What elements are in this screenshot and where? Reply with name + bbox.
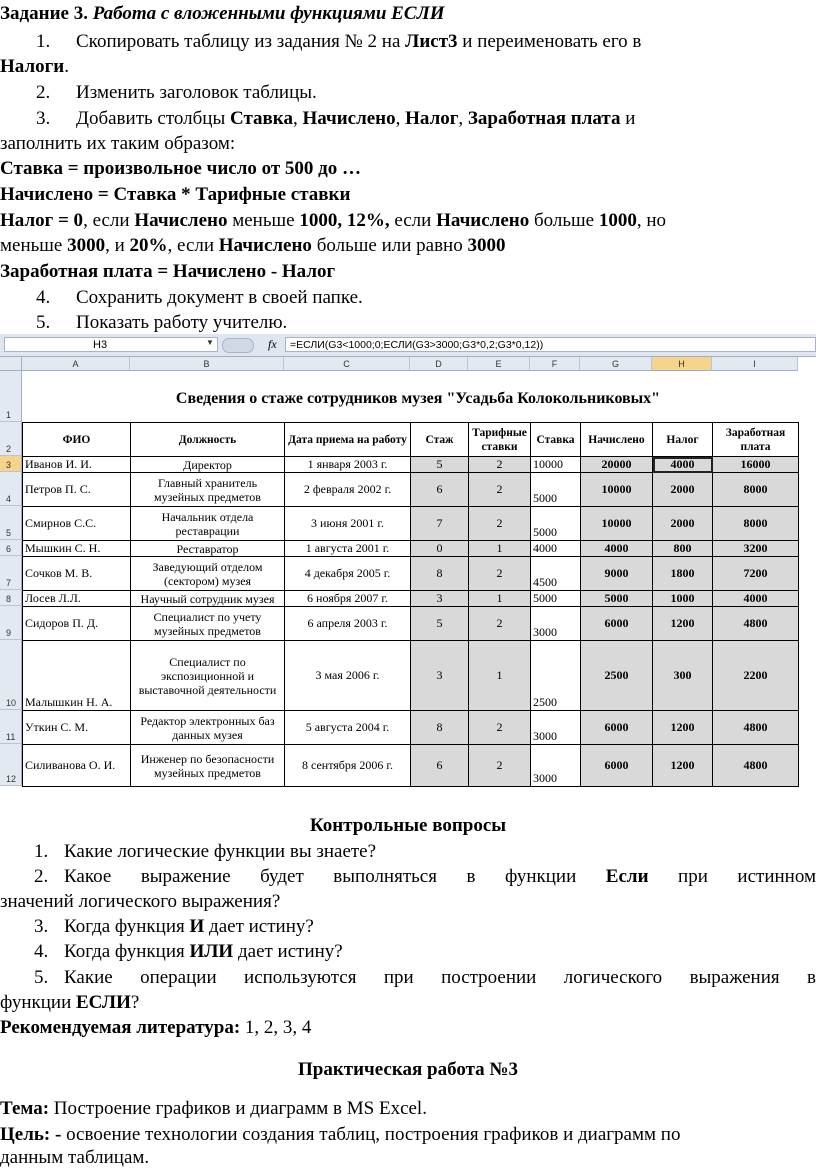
- table-row: [23, 641, 799, 711]
- data-table: [22, 422, 799, 787]
- row-number: 4: [6, 494, 12, 504]
- cell-position[interactable]: Научный сотрудник музея: [131, 591, 285, 607]
- column-header-f[interactable]: F: [530, 357, 580, 371]
- column-title[interactable]: Заработная плата: [713, 423, 799, 457]
- cell-tax[interactable]: 800: [653, 541, 713, 557]
- cell-position[interactable]: Реставратор: [131, 541, 285, 557]
- cell-tax[interactable]: 2000: [653, 473, 713, 507]
- cell-salary[interactable]: 8000: [713, 507, 799, 541]
- step-3: 3. Добавить столбцы Ставка, Начислено, Налог, Заработная плата и: [36, 108, 636, 129]
- row-number: 10: [6, 698, 17, 708]
- row-header-9[interactable]: [0, 606, 22, 640]
- cell-tarif[interactable]: 2: [469, 557, 531, 591]
- cell-fio[interactable]: Уткин С. М.: [23, 711, 131, 745]
- cell-tax[interactable]: 4000: [653, 457, 713, 473]
- cell-salary[interactable]: 4800: [713, 745, 799, 787]
- cell-tarif[interactable]: 1: [469, 591, 531, 607]
- column-title[interactable]: ФИО: [23, 423, 131, 457]
- cell-salary[interactable]: 8000: [713, 473, 799, 507]
- cell-tarif[interactable]: 1: [469, 541, 531, 557]
- row-number: 9: [6, 628, 12, 638]
- practice-goal: Цель: - освоение технологии создания таблиц, построения графиков и диаграмм по: [0, 1124, 681, 1145]
- cell-rate[interactable]: 5000: [531, 473, 581, 507]
- step-2: 2. Изменить заголовок таблицы.: [36, 82, 317, 103]
- cell-stazh[interactable]: 3: [411, 641, 469, 711]
- cell-tax[interactable]: 300: [653, 641, 713, 711]
- step-1-cont: Налоги.: [0, 56, 69, 77]
- questions-title: Контрольные вопросы: [309, 815, 507, 836]
- column-title[interactable]: Ставка: [531, 423, 581, 457]
- practice-goal-cont: данным таблицам.: [0, 1147, 150, 1168]
- cell-accrued[interactable]: 5000: [581, 591, 653, 607]
- column-title[interactable]: Налог: [653, 423, 713, 457]
- cell-rate[interactable]: 5000: [531, 507, 581, 541]
- column-headers: [0, 357, 816, 371]
- row-number: 8: [6, 594, 12, 604]
- table-row: [23, 507, 799, 541]
- question-5-cont: функции ЕСЛИ?: [0, 992, 140, 1013]
- cell-date[interactable]: 2 февраля 2002 г.: [285, 473, 411, 507]
- cell-stazh[interactable]: 7: [411, 507, 469, 541]
- cell-tarif[interactable]: 2: [469, 607, 531, 641]
- row-header-3[interactable]: [0, 456, 22, 472]
- cell-date[interactable]: 6 ноября 2007 г.: [285, 591, 411, 607]
- cell-rate[interactable]: 4500: [531, 557, 581, 591]
- row-header-5[interactable]: [0, 506, 22, 540]
- cell-stazh[interactable]: 8: [411, 557, 469, 591]
- cell-tax[interactable]: 1200: [653, 745, 713, 787]
- table-row: [23, 711, 799, 745]
- cell-position[interactable]: Специалист по учету музейных предметов: [131, 607, 285, 641]
- table-row: [23, 541, 799, 557]
- table-title[interactable]: Сведения о стаже сотрудников музея "Усадьба Колокольниковых": [175, 390, 661, 407]
- row-header-2[interactable]: [0, 422, 22, 456]
- table-row: [23, 557, 799, 591]
- row-header-1[interactable]: [0, 371, 22, 422]
- cell-salary[interactable]: 4800: [713, 711, 799, 745]
- row-number: 11: [6, 732, 16, 742]
- table-row: [23, 745, 799, 787]
- cell-fio[interactable]: Петров П. С.: [23, 473, 131, 507]
- cell-accrued[interactable]: 10000: [581, 507, 653, 541]
- cell-tarif[interactable]: 2: [469, 507, 531, 541]
- cell-fio[interactable]: Силиванова О. И.: [23, 745, 131, 787]
- cell-salary[interactable]: 7200: [713, 557, 799, 591]
- rule-accrued: Начислено = Ставка * Тарифные ставки: [0, 184, 351, 205]
- cell-salary[interactable]: 16000: [713, 457, 799, 473]
- row-number: 5: [6, 528, 12, 538]
- column-title[interactable]: Должность: [131, 423, 285, 457]
- row-header-4[interactable]: [0, 472, 22, 506]
- rule-salary: Заработная плата = Начислено - Налог: [0, 261, 336, 282]
- cell-stazh[interactable]: 8: [411, 711, 469, 745]
- cell-date[interactable]: 8 сентября 2006 г.: [285, 745, 411, 787]
- table-row: [23, 457, 799, 473]
- cell-date[interactable]: 1 января 2003 г.: [285, 457, 411, 473]
- cell-rate[interactable]: 3000: [531, 607, 581, 641]
- cell-rate[interactable]: 2500: [531, 641, 581, 711]
- cell-salary[interactable]: 4000: [713, 591, 799, 607]
- cell-stazh[interactable]: 6: [411, 473, 469, 507]
- cell-rate[interactable]: 5000: [531, 591, 581, 607]
- cell-rate[interactable]: 4000: [531, 541, 581, 557]
- cell-fio[interactable]: Лосев Л.Л.: [23, 591, 131, 607]
- literature: Рекомендуемая литература: 1, 2, 3, 4: [0, 1017, 312, 1038]
- fx-icon[interactable]: fx: [268, 337, 277, 351]
- column-header-c[interactable]: C: [284, 357, 410, 371]
- step-4: 4. Сохранить документ в своей папке.: [36, 287, 363, 308]
- cell-tarif[interactable]: 2: [469, 457, 531, 473]
- step-3-cont: заполнить их таким образом:: [0, 133, 236, 154]
- formula-bar: [0, 334, 816, 357]
- cell-accrued[interactable]: 2500: [581, 641, 653, 711]
- cell-accrued[interactable]: 9000: [581, 557, 653, 591]
- row-header-12[interactable]: [0, 744, 22, 786]
- question-5: 5. Какие операции используются при построении логического выражения в: [34, 967, 816, 988]
- cell-tarif[interactable]: 2: [469, 745, 531, 787]
- cell-salary[interactable]: 4800: [713, 607, 799, 641]
- practice-topic: Тема: Построение графиков и диаграмм в MS Excel.: [0, 1098, 427, 1119]
- task-heading: Задание 3. Работа с вложенными функциями ЕСЛИ: [0, 3, 445, 24]
- cell-rate[interactable]: 3000: [531, 745, 581, 787]
- cell-stazh[interactable]: 6: [411, 745, 469, 787]
- column-title[interactable]: Тарифные ставки: [469, 423, 531, 457]
- rule-tax: Налог = 0, если Начислено меньше 1000, 12%, если Начислено больше 1000, но: [0, 210, 667, 231]
- cell-fio[interactable]: Сидоров П. Д.: [23, 607, 131, 641]
- table-row: [23, 473, 799, 507]
- question-2-cont: значений логического выражения?: [0, 891, 281, 912]
- column-header-i[interactable]: I: [712, 357, 798, 371]
- rule-tax-cont: меньше 3000, и 20%, если Начислено больше или равно 3000: [0, 235, 506, 256]
- cell-accrued[interactable]: 10000: [581, 473, 653, 507]
- row-number: 1: [6, 410, 12, 420]
- cell-fio[interactable]: Мышкин С. Н.: [23, 541, 131, 557]
- question-4: 4. Когда функция ИЛИ дает истину?: [34, 941, 343, 962]
- question-1: 1. Какие логические функции вы знаете?: [34, 841, 377, 862]
- cell-accrued[interactable]: 20000: [581, 457, 653, 473]
- row-header-11[interactable]: [0, 710, 22, 744]
- cell-stazh[interactable]: 0: [411, 541, 469, 557]
- cell-tax[interactable]: 1200: [653, 711, 713, 745]
- cell-position[interactable]: Инженер по безопасности музейных предметов: [131, 745, 285, 787]
- cell-date[interactable]: 6 апреля 2003 г.: [285, 607, 411, 641]
- cell-position[interactable]: Главный хранитель музейных предметов: [131, 473, 285, 507]
- column-title[interactable]: Стаж: [411, 423, 469, 457]
- column-title[interactable]: Дата приема на работу: [285, 423, 411, 457]
- cell-tarif[interactable]: 1: [469, 641, 531, 711]
- cell-tarif[interactable]: 2: [469, 711, 531, 745]
- cell-position[interactable]: Начальник отдела реставрации: [131, 507, 285, 541]
- rule-rate: Ставка = произвольное число от 500 до …: [0, 158, 362, 179]
- cell-position[interactable]: Редактор электронных баз данных музея: [131, 711, 285, 745]
- row-header-6[interactable]: [0, 540, 22, 556]
- cell-position[interactable]: Директор: [131, 457, 285, 473]
- row-number: 6: [6, 544, 12, 554]
- cell-date[interactable]: 5 августа 2004 г.: [285, 711, 411, 745]
- table-row: [23, 591, 799, 607]
- step-5: 5. Показать работу учителю.: [36, 312, 288, 333]
- formula-buttons[interactable]: [222, 338, 254, 353]
- cell-tarif[interactable]: 2: [469, 473, 531, 507]
- cell-tax[interactable]: 1200: [653, 607, 713, 641]
- cell-tax[interactable]: 2000: [653, 507, 713, 541]
- column-header-d[interactable]: D: [410, 357, 468, 371]
- row-number: 3: [6, 460, 12, 470]
- spreadsheet-screenshot: [0, 334, 816, 808]
- cell-date[interactable]: 1 августа 2001 г.: [285, 541, 411, 557]
- cell-rate[interactable]: 10000: [531, 457, 581, 473]
- cell-rate[interactable]: 3000: [531, 711, 581, 745]
- cell-accrued[interactable]: 4000: [581, 541, 653, 557]
- step-1: 1. Скопировать таблицу из задания № 2 на Лист3 и переименовать его в: [36, 31, 642, 52]
- column-header-b[interactable]: B: [130, 357, 284, 371]
- column-title[interactable]: Начислено: [581, 423, 653, 457]
- column-header-a[interactable]: A: [22, 357, 130, 371]
- cell-stazh[interactable]: 3: [411, 591, 469, 607]
- column-header-h[interactable]: H: [652, 357, 712, 371]
- row-number: 2: [6, 444, 12, 454]
- cell-date[interactable]: 3 июня 2001 г.: [285, 507, 411, 541]
- name-box[interactable]: H3: [4, 337, 218, 352]
- chevron-down-icon[interactable]: ▼: [206, 338, 214, 347]
- column-header-e[interactable]: E: [468, 357, 530, 371]
- cell-accrued[interactable]: 6000: [581, 745, 653, 787]
- formula-input[interactable]: =ЕСЛИ(G3<1000;0;ЕСЛИ(G3>3000;G3*0,2;G3*0,12)): [285, 337, 816, 352]
- cell-fio[interactable]: Малышкин Н. А.: [23, 641, 131, 711]
- row-header-10[interactable]: [0, 640, 22, 710]
- question-2: 2. Какое выражение будет выполняться в функции Если при истинном: [34, 866, 816, 887]
- row-number: 12: [6, 774, 17, 784]
- row-number: 7: [6, 578, 12, 588]
- cell-position[interactable]: Специалист по экспозиционной и выставочной деятельности: [131, 641, 285, 711]
- cell-date[interactable]: 3 мая 2006 г.: [285, 641, 411, 711]
- cell-fio[interactable]: Иванов И. И.: [23, 457, 131, 473]
- cell-accrued[interactable]: 6000: [581, 711, 653, 745]
- cell-tax[interactable]: 1000: [653, 591, 713, 607]
- cell-fio[interactable]: Сочков М. В.: [23, 557, 131, 591]
- cell-accrued[interactable]: 6000: [581, 607, 653, 641]
- cell-salary[interactable]: 3200: [713, 541, 799, 557]
- cell-stazh[interactable]: 5: [411, 607, 469, 641]
- table-row: [23, 607, 799, 641]
- table-header-row: [23, 423, 799, 457]
- row-header-7[interactable]: [0, 556, 22, 590]
- cell-position[interactable]: Заведующий отделом (сектором) музея: [131, 557, 285, 591]
- row-header-8[interactable]: [0, 590, 22, 606]
- practice-title: Практическая работа №3: [297, 1059, 519, 1080]
- cell-tax[interactable]: 1800: [653, 557, 713, 591]
- column-header-g[interactable]: G: [580, 357, 652, 371]
- cell-date[interactable]: 4 декабря 2005 г.: [285, 557, 411, 591]
- cell-stazh[interactable]: 5: [411, 457, 469, 473]
- cell-fio[interactable]: Смирнов С.С.: [23, 507, 131, 541]
- cell-salary[interactable]: 2200: [713, 641, 799, 711]
- question-3: 3. Когда функция И дает истину?: [34, 916, 314, 937]
